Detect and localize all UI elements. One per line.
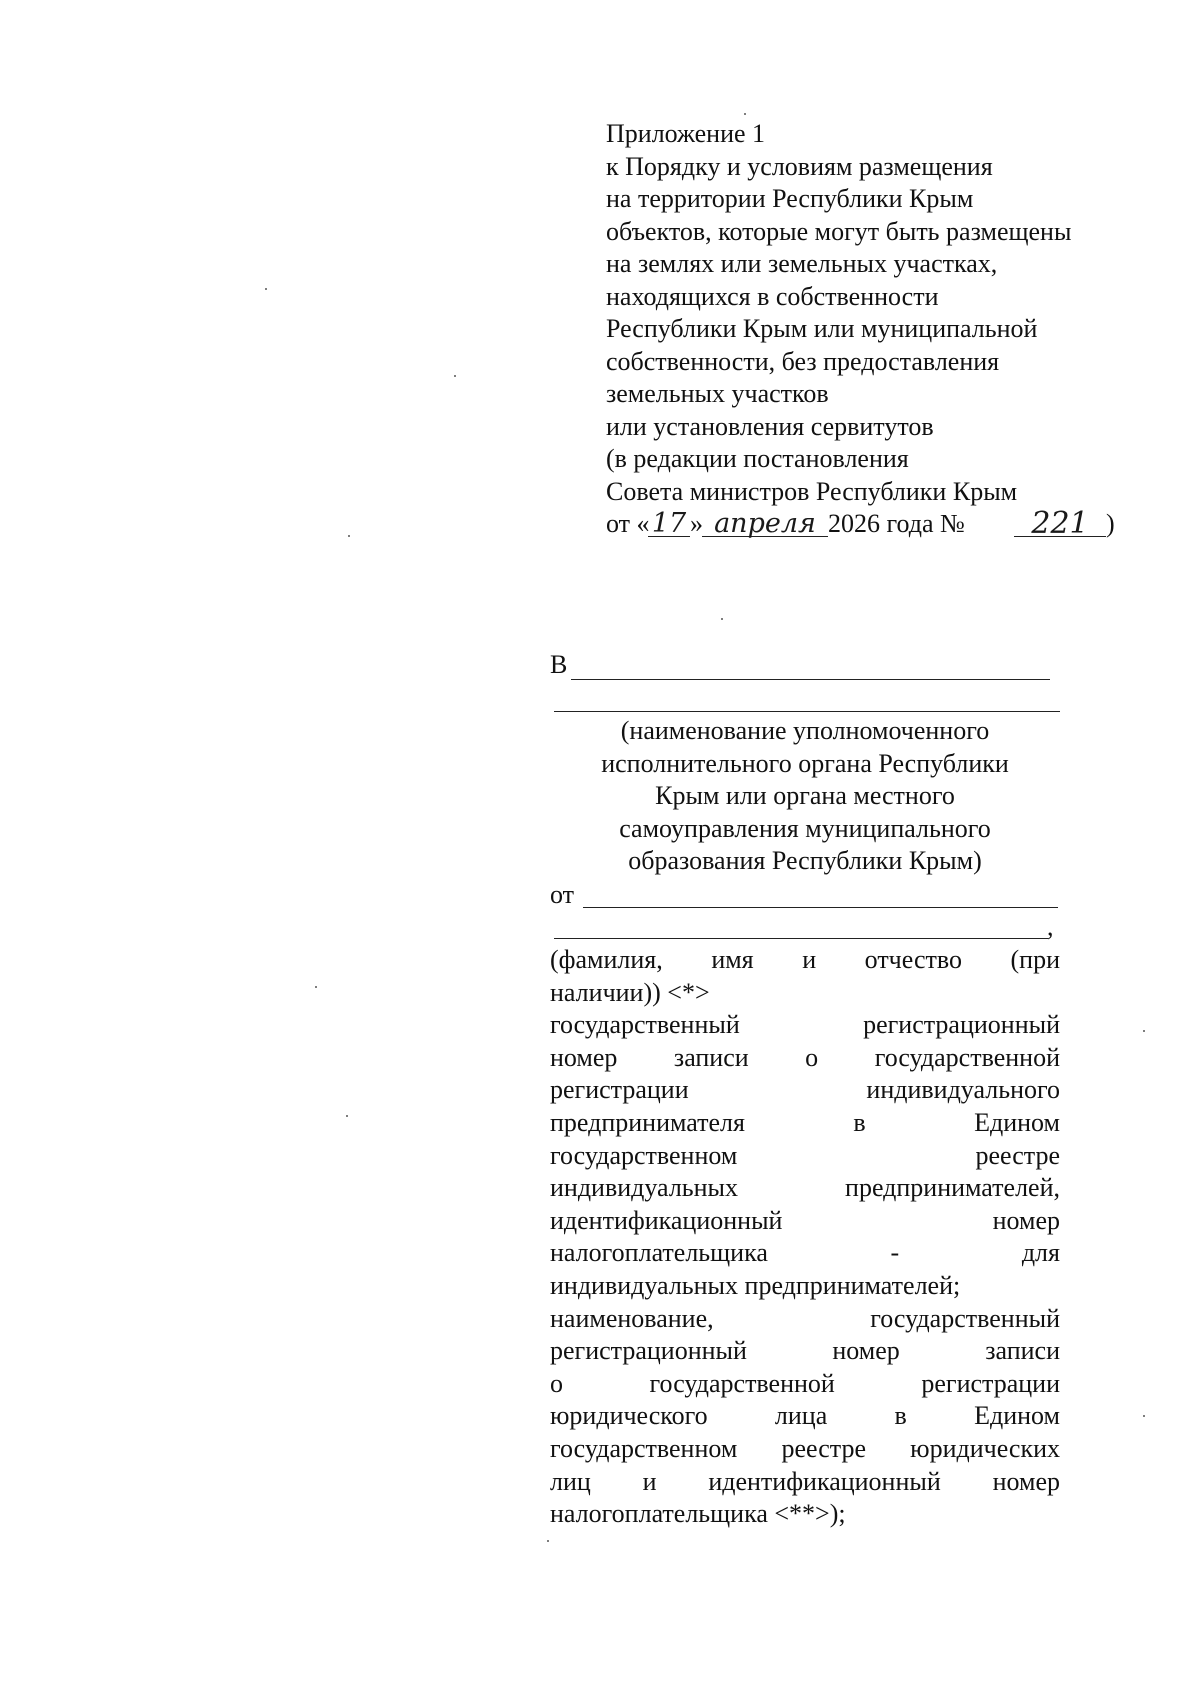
resolution-date-line xyxy=(606,508,1126,542)
date-prefix: от « xyxy=(606,509,650,538)
scan-speck xyxy=(547,1540,549,1542)
from-applicant-blank-line-2 xyxy=(554,938,1048,939)
scan-speck xyxy=(348,535,350,537)
appendix-header xyxy=(606,118,1126,542)
appendix-line: находящихся в собственности xyxy=(606,281,939,311)
applicant-caption-line: налогоплательщика <**>); xyxy=(550,1499,846,1529)
to-authority-blank-line-2 xyxy=(554,711,1060,712)
authority-caption xyxy=(550,715,1060,878)
date-day-handwritten: 17 xyxy=(651,508,687,539)
to-authority-blank-line xyxy=(571,679,1050,680)
appendix-line: к Порядку и условиям размещения xyxy=(606,151,993,181)
applicant-caption-line: государственном реестре юридических xyxy=(550,1433,1060,1463)
appendix-line: собственности, без предоставления xyxy=(606,346,1000,376)
appendix-line: (в редакции постановления xyxy=(606,444,909,473)
authority-caption-line: (наименование уполномоченного xyxy=(620,716,990,745)
scan-speck xyxy=(265,288,267,290)
scan-speck xyxy=(315,986,317,988)
closing-paren: ) xyxy=(1106,509,1115,538)
applicant-caption-line: индивидуальных предпринимателей, xyxy=(550,1173,1060,1203)
applicant-caption-line: индивидуальных предпринимателей; xyxy=(550,1270,961,1300)
applicant-caption-line: юридического лица в Едином xyxy=(550,1401,1060,1431)
scan-speck xyxy=(744,113,746,115)
scan-speck xyxy=(1143,1030,1145,1032)
doc-number-handwritten: 221 xyxy=(1031,506,1089,541)
applicant-caption-line: государственный регистрационный xyxy=(550,1010,1060,1040)
authority-caption-line: самоуправления муниципального xyxy=(619,813,991,843)
appendix-line: на территории Республики Крым xyxy=(606,184,974,213)
scan-speck xyxy=(1143,1415,1145,1417)
applicant-caption-line: лиц и идентификационный номер xyxy=(550,1466,1060,1496)
applicant-caption-line: о государственной регистрации xyxy=(550,1368,1060,1398)
date-month-field xyxy=(702,508,828,537)
date-day-field xyxy=(648,508,690,537)
applicant-caption-line: регистрационный номер записи xyxy=(550,1336,1060,1366)
date-quote-close: » xyxy=(690,509,703,538)
applicant-caption-line: наличии)) <*> xyxy=(550,977,710,1007)
applicant-caption-line: предпринимателя в Едином xyxy=(550,1107,1060,1137)
scan-speck xyxy=(454,375,456,377)
appendix-line: Приложение 1 xyxy=(606,119,766,148)
applicant-caption-line: (фамилия, имя и отчество (при xyxy=(550,945,1060,974)
applicant-caption-line: налогоплательщика - для xyxy=(550,1238,1060,1268)
applicant-caption-line: номер записи о государственной xyxy=(550,1042,1060,1072)
from-applicant-row xyxy=(550,880,1060,914)
doc-number-field xyxy=(1014,506,1106,541)
appendix-line: или установления сервитутов xyxy=(606,411,934,441)
applicant-caption-line: наименование, государственный xyxy=(550,1303,1060,1333)
from-label: от xyxy=(550,880,575,909)
applicant-caption-line: регистрации индивидуального xyxy=(550,1075,1060,1105)
authority-caption-line: образования Республики Крым) xyxy=(628,846,982,875)
scan-speck xyxy=(346,1115,348,1117)
appendix-line: земельных участков xyxy=(606,379,829,408)
from-applicant-blank-line xyxy=(583,907,1058,908)
applicant-caption-line: идентификационный номер xyxy=(550,1205,1060,1235)
authority-caption-line: исполнительного органа Республики xyxy=(601,748,1009,778)
appendix-line: Совета министров Республики Крым xyxy=(606,476,1018,506)
applicant-caption xyxy=(550,944,1060,1531)
appendix-line: на землях или земельных участках, xyxy=(606,249,998,278)
appendix-line: объектов, которые могут быть размещены xyxy=(606,216,1072,246)
applicant-caption-line: государственном реестре xyxy=(550,1140,1060,1170)
date-month-handwritten: апреля xyxy=(714,508,816,539)
date-year-text: 2026 года № xyxy=(828,509,965,538)
trailing-comma: , xyxy=(1047,912,1054,941)
scan-speck xyxy=(721,618,723,620)
authority-caption-line: Крым или органа местного xyxy=(655,781,955,810)
to-label: В xyxy=(550,650,568,679)
appendix-line: Республики Крым или муниципальной xyxy=(606,314,1038,343)
